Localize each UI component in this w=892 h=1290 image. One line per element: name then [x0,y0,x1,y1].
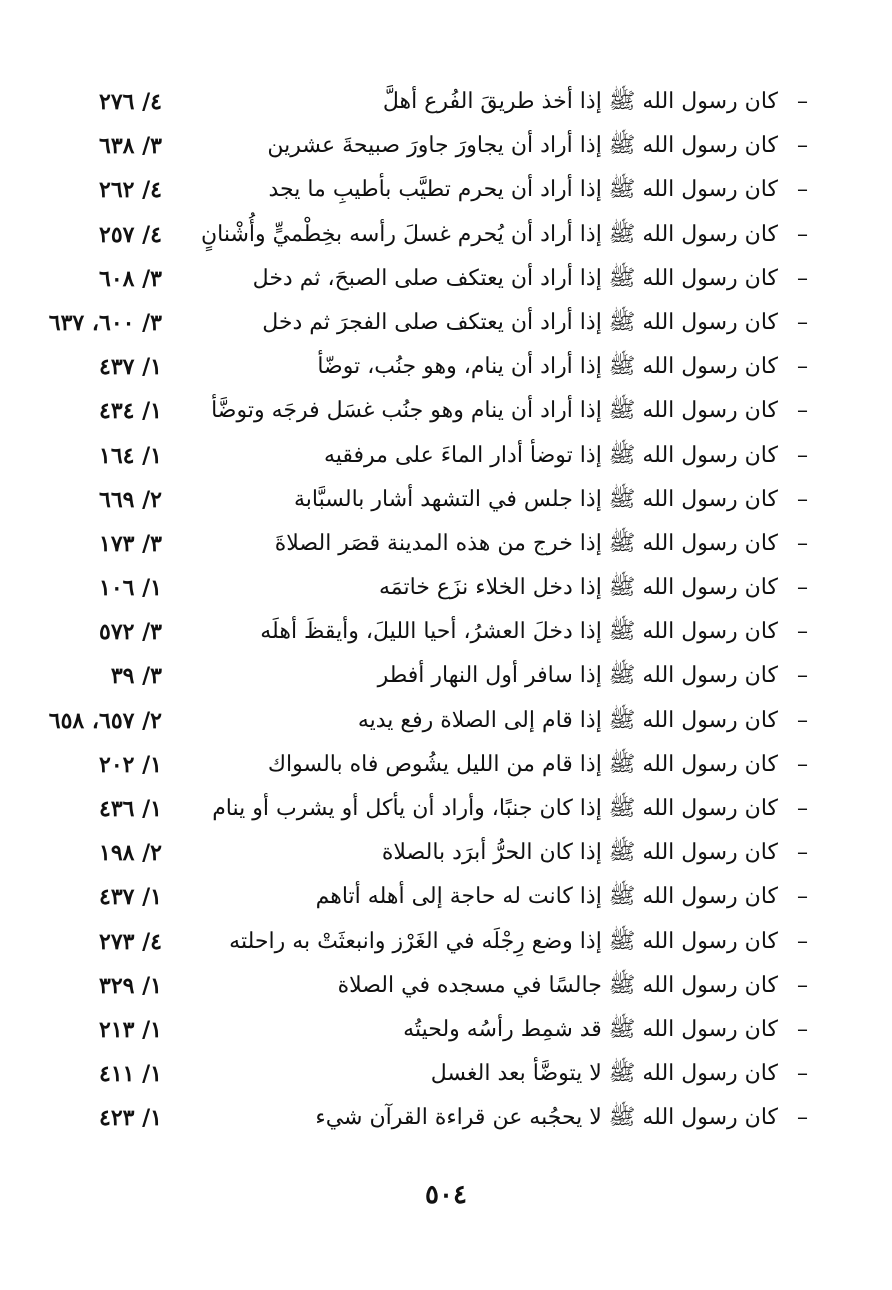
entry-volume-page-ref: ٣/ ٦٣٨ [99,133,162,160]
page-number: ٥٠٤ [425,1180,467,1210]
entry-bullet-dash: – [797,1061,808,1087]
entry-bullet-dash: – [797,442,808,468]
entry-volume-page-ref: ١/ ٢١٣ [99,1016,162,1043]
index-entry [0,213,892,257]
entry-bullet-dash: – [797,619,808,645]
entry-volume-page-ref: ٢/ ٦٦٩ [99,486,162,513]
entry-bullet-dash: – [797,530,808,556]
entry-volume-page-ref: ٤/ ٢٧٣ [99,928,162,955]
index-entry [0,257,892,301]
entry-hadith-text: كان رسول الله ﷺ إذا جلس في التشهد أشار بالسبَّابة [293,486,778,512]
entry-hadith-text: كان رسول الله ﷺ جالسًا في مسجده في الصلاة [337,972,778,998]
index-entry [0,743,892,787]
entry-hadith-text: كان رسول الله ﷺ إذا أراد أن ينام وهو جنُب غسَل فرجَه وتوضَّأ [211,398,778,424]
entry-volume-page-ref: ١/ ٤١١ [99,1061,162,1088]
index-entry [0,124,892,168]
entry-hadith-text: كان رسول الله ﷺ إذا أخذ طريقَ الفُرع أهلَّ [382,89,778,114]
index-entry [0,301,892,345]
entry-bullet-dash: – [797,972,808,998]
entry-bullet-dash: – [797,928,808,954]
entry-bullet-dash: – [797,398,808,424]
entry-hadith-text: كان رسول الله ﷺ لا يحجُبه عن قراءة القرآن شيء [315,1105,778,1131]
entry-bullet-dash: – [797,265,808,291]
index-entry [0,699,892,743]
entry-volume-page-ref: ٣/ ٣٩ [110,663,162,690]
entry-hadith-text: كان رسول الله ﷺ إذا كان الحرُّ أبرَد بالصلاة [381,840,778,866]
entry-volume-page-ref: ١/ ٣٢٩ [99,972,162,999]
entry-volume-page-ref: ٤/ ٢٧٦ [99,89,162,115]
entry-bullet-dash: – [797,486,808,512]
entry-hadith-text: كان رسول الله ﷺ لا يتوضَّأ بعد الغسل [430,1061,778,1087]
index-entry [0,434,892,478]
index-entry [0,389,892,433]
entry-hadith-text: كان رسول الله ﷺ إذا سافر أول النهار أفطر [377,663,778,689]
index-entry [0,964,892,1008]
index-entry [0,1096,892,1140]
entry-bullet-dash: – [797,177,808,203]
entry-volume-page-ref: ٤/ ٢٥٧ [99,221,162,248]
entry-hadith-text: كان رسول الله ﷺ إذا أراد أن يعتكف صلى الفجرَ ثم دخل [262,309,778,335]
entry-bullet-dash: – [797,1016,808,1042]
index-entry [0,345,892,389]
index-entry [0,1008,892,1052]
entry-bullet-dash: – [797,751,808,777]
entry-hadith-text: كان رسول الله ﷺ إذا أراد أن يجاورَ جاورَ صبيحةَ عشرين [267,133,778,159]
index-entry [0,787,892,831]
index-entry [0,80,892,124]
entry-bullet-dash: – [797,663,808,689]
entry-hadith-text: كان رسول الله ﷺ إذا أراد أن يحرم تطيَّب بأطيبِ ما يجد [268,177,778,203]
entry-volume-page-ref: ١/ ٤٣٧ [99,884,162,911]
entry-hadith-text: كان رسول الله ﷺ إذا دخلَ العشرُ، أحيا الليلَ، وأيقظَ أهلَه [260,619,778,645]
index-entry [0,168,892,212]
entry-volume-page-ref: ٣/ ١٧٣ [99,530,162,557]
entry-bullet-dash: – [797,884,808,910]
entry-bullet-dash: – [797,707,808,733]
entry-bullet-dash: – [797,133,808,159]
index-entry [0,654,892,698]
entry-hadith-text: كان رسول الله ﷺ إذا أراد أن ينام، وهو جنُب، توضّأ [317,354,778,380]
entry-hadith-text: كان رسول الله ﷺ إذا توضأ أدار الماءَ على مرفقيه [323,442,778,468]
entry-bullet-dash: – [797,354,808,380]
entry-bullet-dash: – [797,840,808,866]
entry-hadith-text: كان رسول الله ﷺ إذا دخل الخلاء نزَع خاتمَه [378,575,778,601]
index-entry [0,610,892,654]
entry-volume-page-ref: ٣/ ٦٠٨ [99,265,162,292]
entry-volume-page-ref: ٣/ ٦٠٠، ٦٣٧ [48,309,162,336]
entry-hadith-text: كان رسول الله ﷺ إذا كانت له حاجة إلى أهله أتاهم [315,884,778,910]
entry-bullet-dash: – [797,1105,808,1131]
index-entry [0,522,892,566]
entry-volume-page-ref: ١/ ٤٣٧ [99,354,162,381]
entry-hadith-text: كان رسول الله ﷺ إذا قام إلى الصلاة رفع يديه [357,707,778,733]
entry-volume-page-ref: ٢/ ١٩٨ [99,840,162,867]
entry-hadith-text: كان رسول الله ﷺ إذا وضع رِجْلَه في الغَرْز وانبعثَتْ به راحلته [229,928,778,954]
entry-hadith-text: كان رسول الله ﷺ قد شمِط رأسُه ولحيتُه [403,1016,778,1042]
entry-volume-page-ref: ١/ ٤٢٣ [99,1105,162,1132]
entry-volume-page-ref: ٤/ ٢٦٢ [99,177,162,204]
entry-hadith-text: كان رسول الله ﷺ إذا أراد أن يُحرم غسلَ رأسه بخِطْميٍّ وأُشْنانٍ [200,221,778,247]
index-entry [0,1052,892,1096]
entry-hadith-text: كان رسول الله ﷺ إذا خرج من هذه المدينة قصَر الصلاةَ [274,530,778,556]
entry-volume-page-ref: ١/ ٤٣٦ [99,796,162,822]
entry-volume-page-ref: ١/ ١٦٤ [99,442,162,469]
index-entry [0,920,892,964]
entry-bullet-dash: – [797,309,808,335]
entry-volume-page-ref: ٣/ ٥٧٢ [99,619,162,646]
entry-bullet-dash: – [797,89,808,114]
entry-bullet-dash: – [797,796,808,821]
hadith-index-list [0,80,892,1141]
entry-volume-page-ref: ١/ ٤٣٤ [99,398,162,425]
entry-bullet-dash: – [797,575,808,601]
entry-volume-page-ref: ٢/ ٦٥٧، ٦٥٨ [48,707,162,734]
entry-hadith-text: كان رسول الله ﷺ إذا أراد أن يعتكف صلى الصبحَ، ثم دخل [252,265,778,291]
entry-bullet-dash: – [797,221,808,247]
index-entry [0,831,892,875]
index-entry [0,875,892,919]
index-entry [0,478,892,522]
index-entry [0,566,892,610]
entry-volume-page-ref: ١/ ٢٠٢ [99,751,162,778]
entry-hadith-text: كان رسول الله ﷺ إذا كان جنبًا، وأراد أن يأكل أو يشرب أو ينام [212,796,778,821]
entry-volume-page-ref: ١/ ١٠٦ [99,575,162,602]
entry-hadith-text: كان رسول الله ﷺ إذا قام من الليل يشُوص فاه بالسواك [267,751,778,777]
